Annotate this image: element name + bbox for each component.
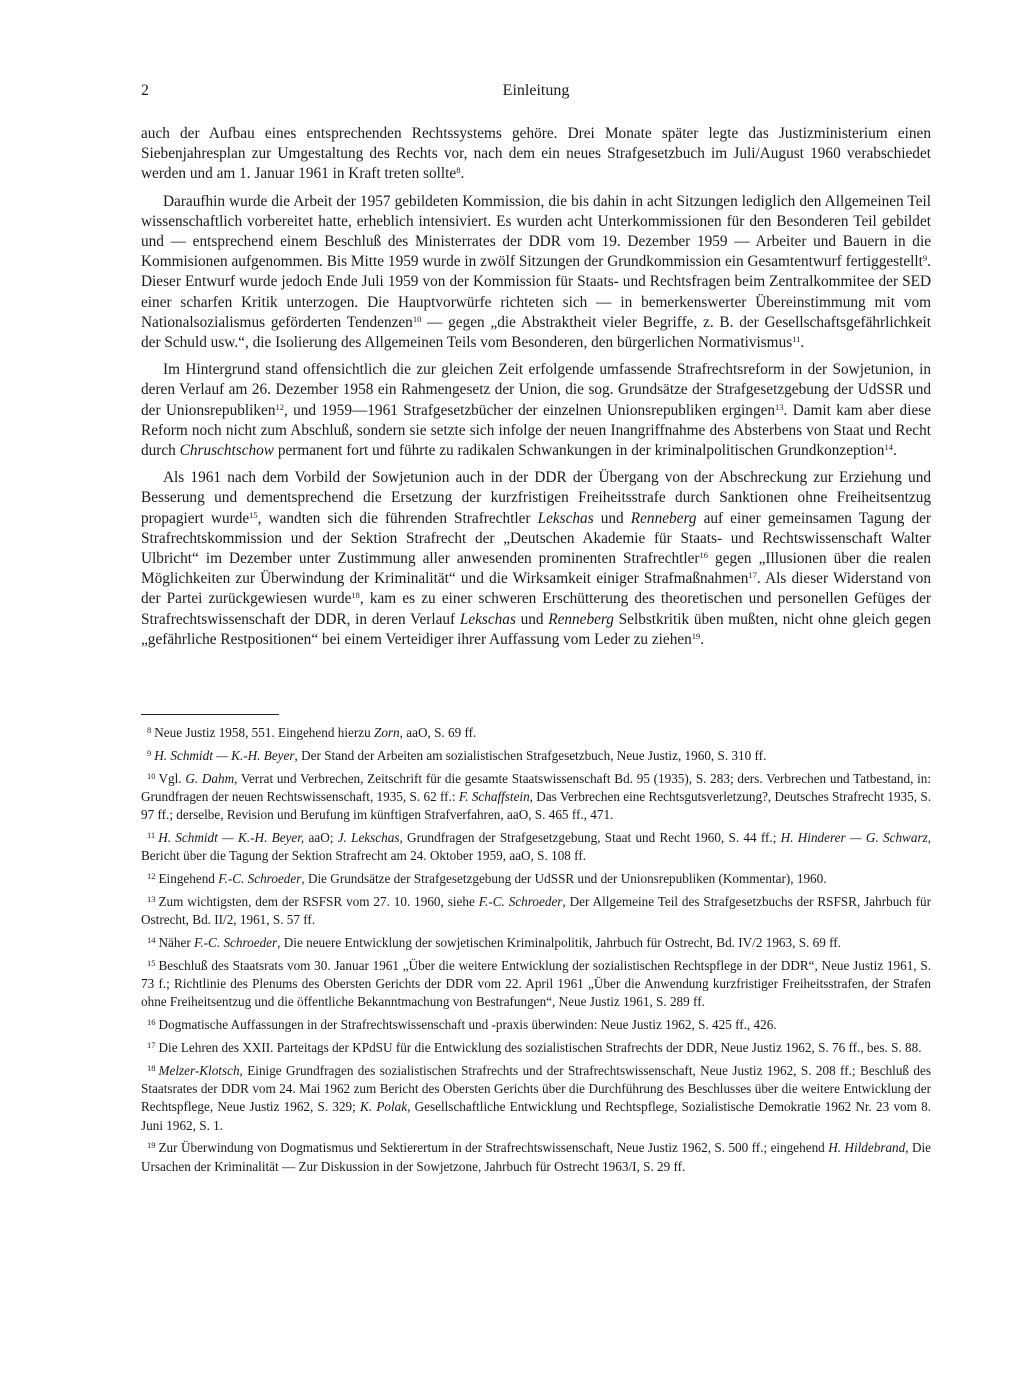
italic-name: H. Hinderer — G. Schwarz, [780, 829, 932, 845]
text-run: . Damit kam aber diese Reform noch nicht zum Abschluß, sondern sie setzte sich infolge der neuen Inangriffnahme des Absterbens von Staat und Recht durch [141, 401, 931, 460]
text-run: aaO; [304, 829, 338, 845]
text-run: auf einer gemeinsamen Tagung der Strafrechtskommission und der Sektion Strafrecht der „Deutschen Akademie für Staats- und Rechtswissenschaft Walter Ulbricht“ im Dezember unter Zustimmung aller anwesenden prominenten Strafrechtler [141, 509, 931, 568]
text-run: . [892, 442, 897, 460]
text-run: . [460, 165, 465, 183]
footnote-number: 9 [147, 747, 152, 758]
text-run: Neue Justiz 1958, 551. Eingehend hierzu [154, 725, 374, 740]
footnote-number: 10 [147, 770, 156, 781]
text-run: Daraufhin wurde die Arbeit der 1957 gebildeten Kommission, die bis dahin in acht Sitzungen lediglich den Allgemeinen Teil wissenschaftlich vorbereitet hatte, erheblich intensiviert. Es wurden acht Unterkommissionen für den Besonderen Teil gebildet und — entsprechend einem Beschluß des Ministerrates der DDR vom 19. Dezember 1959 — Arbeiter und Bauern in die Kommisionen aufgenommen. Bis Mitte 1959 wurde in zwölf Sitzungen der Grundkommission ein Gesamtentwurf fertiggestellt [141, 192, 931, 271]
footnote-reference: 12 [275, 401, 284, 412]
text-run: . Dieser Entwurf wurde jedoch Ende Juli 1959 von der Kommission für Staats- und Rechtsfragen beim Zentralkommitee der SED einer scharfen Kritik unterzogen. Die Hauptvorwürfe richteten sich — in bemerkenswerter Übereinstimmung mit vom Nationalsozialismus geförderten Tendenzen [141, 253, 931, 331]
text-run: , aaO, S. 69 ff. [399, 725, 477, 740]
italic-name: Lekschas [459, 610, 516, 628]
footnote-number: 8 [147, 725, 152, 735]
text-run: und [593, 509, 631, 527]
text-run: permanent fort und führte zu radikalen Schwankungen in der kriminalpolitischen Grundkonzeption [274, 442, 885, 460]
text-run: Näher [158, 934, 195, 950]
footnote [141, 1036, 931, 1057]
text-run: — gegen „die Abstraktheit vieler Begriffe, z. B. der Gesellschaftsgefährlichkeit der Schuld usw.“, die Isolierung des Allgemeinen Teils vom Besonderen, den bürgerlichen Normativismus [141, 313, 931, 352]
footnotes [141, 721, 931, 1178]
paragraph [141, 124, 931, 185]
text-run: . Als dieser Widerstand von der Partei zurückgewiesen wurde [141, 570, 931, 608]
footnote-reference: 19 [691, 630, 701, 641]
footnote-number: 15 [147, 957, 156, 968]
italic-name: H. Hildebrand [828, 1140, 906, 1156]
text-run: Die Lehren des XXII. Parteitags der KPdSU für die Entwicklung des sozialistischen Strafrechts der DDR, Neue Justiz 1962, S. 76 ff., bes. S. 88. [158, 1039, 922, 1055]
italic-name: F. Schaffstein, [458, 788, 533, 804]
footnote [141, 931, 931, 952]
text-run: , Gesellschaftliche Entwicklung und Rechtspflege, Sozialistische Demokratie 1962 Nr. 23 vom 8. Juni 1962, S. 1. [141, 1099, 932, 1133]
text-run: , Die Ursachen der Kriminalität — Zur Diskussion in der Sowjetzone, Jahrbuch für Ostrecht 1963/I, S. 29 ff. [141, 1140, 931, 1174]
text-run: , und 1959—1961 Strafgesetzbücher der einzelnen Unionsrepubliken ergingen [283, 401, 776, 419]
text-run: Beschluß des Staatsrats vom 30. Januar 1961 „Über die weitere Entwicklung der sozialistischen Rechtspflege in der DDR“, Neue Justiz 1961, S. 73 f.; Richtlinie des Plenums des Obersten Gerichts der DDR vom 22. April 1961 „Über die Anwendung kurzfristiger Freiheitsstrafen, der Strafen ohne Freiheitsentzug und die öffentliche Bekanntmachung von Bestrafungen“, Neue Justiz 1961, S. 289 ff. [141, 957, 931, 1010]
text-run: , Verrat und Verbrechen, Zeitschrift für die gesamte Staatswissenschaft Bd. 95 (1935), S. 283; ders. Verbrechen und Tatbestand, in: Grundfragen der neuen Rechtswissenschaft, 1935, S. 62 ff.: [141, 770, 932, 804]
footnote-number: 13 [147, 893, 156, 904]
footnote [141, 1059, 931, 1135]
footnote [141, 1136, 931, 1176]
footnote-reference: 9 [922, 253, 928, 264]
text-run: Als 1961 nach dem Vorbild der Sowjetunion auch in der DDR der Übergang von der Abschreckung zur Erziehung und Besserung und dementsprechend die Ersetzung der kurzfristigen Freiheitsstrafe durch Sanktionen ohne Freiheitsentzug propagiert wurde [141, 469, 931, 527]
paragraph [141, 192, 931, 354]
text-run: Bericht über die Tagung der Sektion Strafrecht am 24. Oktober 1959, aaO, S. 108 ff. [141, 848, 587, 864]
footnote [141, 1013, 931, 1034]
footnote [141, 721, 931, 742]
text-run: Das Verbrechen eine Rechtsgutsverletzung?, Deutsches Strafrecht 1935, S. 97 ff.; derselbe, Revision und Berufung im künftigen Strafverfahren, aaO, S. 465 ff., 471. [141, 788, 931, 823]
footnote-reference: 16 [699, 550, 708, 561]
footnote-reference: 8 [456, 165, 461, 176]
footnote-number: 18 [147, 1062, 156, 1073]
text-run: , Einige Grundfragen des sozialistischen Strafrechts und der Strafrechtswissenschaft, Neue Justiz 1962, S. 208 ff.; Beschluß des Staatsrates der DDR vom 24. Mai 1962 zum Bericht des Obersten Gerichts über die Durchführung des Beschlusses über die weitere Entwicklung der Rechtspflege, Neue Justiz 1962, S. 329; [141, 1062, 931, 1115]
italic-name: F.-C. Schroeder [218, 871, 302, 887]
text-run: Selbstkritik üben mußten, nicht ohne gleich gegen „gefährliche Restpositionen“ bei einem Verteidiger ihrer Auffassung vom Leder zu ziehen [141, 610, 931, 648]
text-run: , kam es zu einer schweren Erschütterung des theoretischen und personellen Gefüges der Strafrechtswissenschaft der DDR, in deren Verlauf [141, 590, 931, 628]
italic-name: H. Schmidt — K.-H. Beyer [154, 747, 295, 763]
footnote-reference: 11 [792, 334, 801, 345]
italic-name: G. Dahm [185, 770, 235, 786]
text-run: und [515, 610, 549, 628]
footnote-reference: 15 [249, 509, 258, 520]
italic-name: F.-C. Schroeder [478, 893, 563, 909]
footnote-reference: 17 [748, 570, 757, 581]
italic-name: Renneberg [630, 509, 697, 527]
italic-name: Chruschtschow [179, 442, 274, 460]
paragraph [141, 360, 931, 461]
footnote [141, 867, 931, 888]
footnote-reference: 13 [775, 401, 784, 412]
footnote-number: 19 [147, 1140, 156, 1151]
footnote-reference: 18 [351, 590, 360, 601]
text-run: auch der Aufbau eines entsprechenden Rechtssystems gehöre. Drei Monate später legte das Justizministerium einen Siebenjahresplan zur Umgestaltung des Rechts vor, nach dem ein neues Strafgesetzbuch im Juli/August 1960 verabschiedet werden und am 1. Januar 1961 in Kraft treten sollte [141, 125, 931, 183]
text-run: , Die neuere Entwicklung der sowjetischen Kriminalpolitik, Jahrbuch für Ostrecht, Bd. IV/2 1963, S. 69 ff. [277, 934, 841, 950]
text-run: Zur Überwindung von Dogmatismus und Sektierertum in der Strafrechtswissenschaft, Neue Justiz 1962, S. 500 ff.; eingehend [158, 1140, 829, 1156]
footnote [141, 767, 931, 825]
footnote-number: 12 [147, 871, 156, 882]
footnote-reference: 14 [884, 442, 893, 453]
italic-name: Renneberg [548, 610, 614, 628]
text-run: , Der Stand der Arbeiten am sozialistischen Strafgesetzbuch, Neue Justiz, 1960, S. 310 ff. [294, 747, 767, 763]
body-text [141, 124, 931, 657]
footnote-number: 17 [147, 1039, 156, 1050]
italic-name: Melzer-Klotsch [158, 1062, 240, 1078]
text-run: , wandten sich die führenden Strafrechtler [257, 509, 538, 527]
paragraph [141, 468, 931, 650]
italic-name: Lekschas [537, 509, 594, 527]
text-run: Zum wichtigsten, dem der RSFSR vom 27. 10. 1960, siehe [158, 893, 479, 909]
page-header [141, 82, 931, 106]
text-run: . [800, 334, 805, 352]
italic-name: Zorn [374, 725, 400, 740]
footnote [141, 826, 931, 866]
footnote-number: 11 [147, 829, 156, 840]
page-number: 2 [141, 82, 149, 99]
italic-name: H. Schmidt — K.-H. Beyer, [158, 829, 305, 845]
footnote [141, 744, 931, 765]
text-run: gegen „Illusionen über die realen Möglichkeiten zur Überwindung der Kriminalität“ und die Wirksamkeit einiger Strafmaßnahmen [141, 550, 931, 588]
footnote-reference: 10 [412, 313, 422, 324]
footnote-number: 16 [147, 1017, 156, 1028]
italic-name: J. Lekschas, [337, 829, 403, 845]
italic-name: F.-C. Schroeder [194, 934, 278, 950]
text-run: Im Hintergrund stand offensichtlich die zur gleichen Zeit erfolgende umfassende Strafrechtsreform in der Sowjetunion, in deren Verlauf am 26. Dezember 1958 ein Rahmengesetz der Union, die sog. Grundsätze der Strafgesetzgebung der UdSSR und der Unionsrepubliken [141, 361, 931, 419]
running-head: Einleitung [502, 82, 570, 99]
text-run: , Der Allgemeine Teil des Strafgesetzbuchs der RSFSR, Jahrbuch für Ostrecht, Bd. II/2, 1961, S. 57 ff. [141, 893, 931, 928]
text-run: Vgl. [158, 770, 186, 786]
text-run: . [700, 630, 705, 648]
footnote-number: 14 [147, 934, 156, 945]
text-run: Eingehend [158, 871, 219, 887]
italic-name: K. Polak [360, 1099, 408, 1115]
footnote [141, 890, 931, 930]
text-run: Dogmatische Auffassungen in der Strafrechtswissenschaft und -praxis überwinden: Neue Justiz 1962, S. 425 ff., 426. [158, 1017, 777, 1033]
text-run: Grundfragen der Strafgesetzgebung, Staat und Recht 1960, S. 44 ff.; [402, 829, 781, 845]
footnote [141, 954, 931, 1012]
footnote-separator [141, 714, 279, 715]
text-run: , Die Grundsätze der Strafgesetzgebung der UdSSR und der Unionsrepubliken (Kommentar), 1960. [301, 871, 827, 887]
